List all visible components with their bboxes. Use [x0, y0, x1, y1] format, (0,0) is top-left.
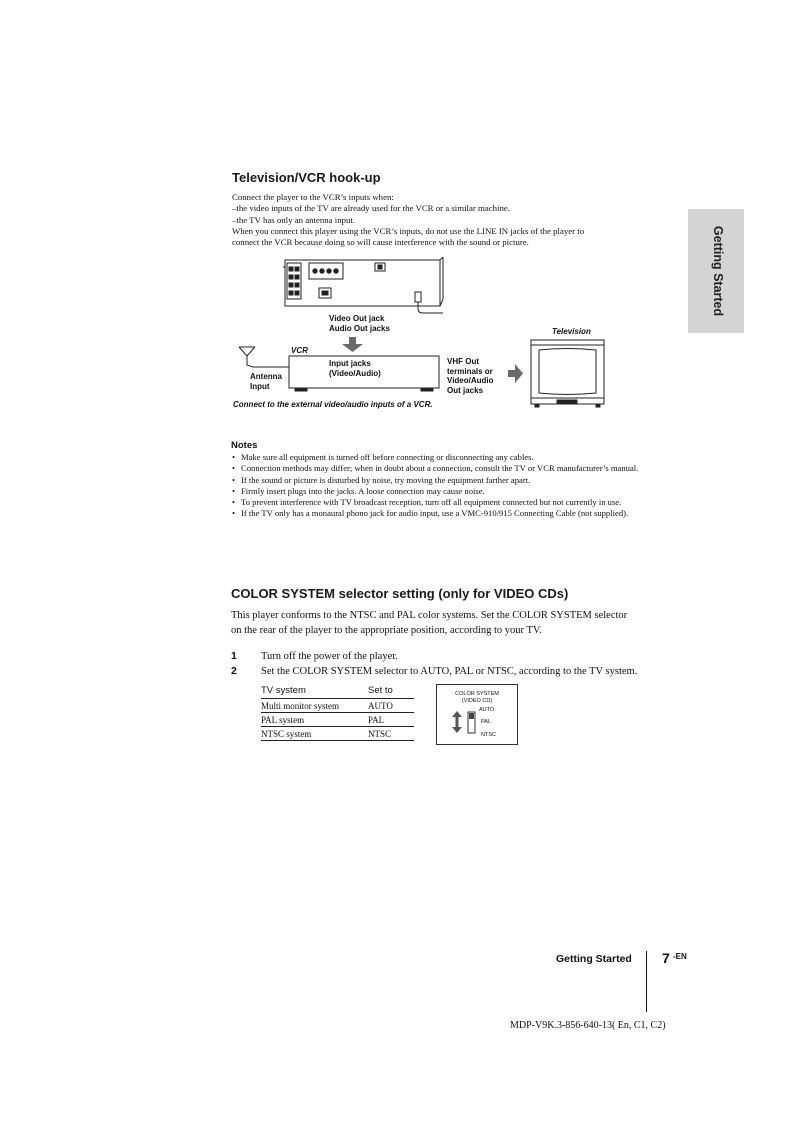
- vcr-label: VCR: [291, 346, 308, 355]
- player-rear-panel: [283, 257, 443, 313]
- right-arrow: [508, 364, 523, 383]
- table-header: Set to: [368, 684, 414, 699]
- table-cell: NTSC system: [261, 727, 368, 741]
- input-jacks-label: Input jacks (Video/Audio): [329, 359, 381, 378]
- step-text: Set the COLOR SYSTEM selector to AUTO, PAL or NTSC, according to the TV system.: [261, 666, 638, 677]
- down-arrow: [342, 337, 363, 352]
- selector-title: COLOR SYSTEM (VIDEO CD): [455, 691, 499, 704]
- list-item: • Firmly insert plugs into the jacks. A loose connection may cause noise.: [231, 486, 677, 497]
- hookup-line: –the TV has only an antenna input.: [232, 214, 356, 225]
- table-cell: NTSC: [368, 727, 414, 741]
- step-number: 2: [231, 665, 237, 677]
- selector-option-auto: AUTO: [479, 707, 495, 713]
- hookup-line: When you connect this player using the VCR’s inputs, do not use the LINE IN jacks of the player to: [232, 225, 585, 236]
- hookup-paragraph: [232, 192, 682, 248]
- hookup-line: –the video inputs of the TV are already used for the VCR or a similar machine.: [232, 203, 511, 214]
- page-suffix: -EN: [673, 952, 687, 961]
- hookup-line: connect the VCR because doing so will cause interference with the sound or picture.: [232, 237, 529, 248]
- color-system-selector-illustration: [436, 684, 518, 745]
- list-item: • If the sound or picture is disturbed by noise, try moving the equipment farther apart.: [231, 475, 677, 486]
- selector-option-pal: PAL: [481, 719, 491, 725]
- list-item: • If the TV only has a monaural phono jack for audio input, use a VMC-910/915 Connecting Cable (not supplied).: [231, 508, 677, 519]
- steps-list: [231, 649, 681, 681]
- document-code: MDP-V9K.3-856-640-13( En, C1, C2): [510, 1020, 666, 1031]
- video-out-label: Video Out jack Audio Out jacks: [329, 314, 390, 333]
- television-label: Television: [552, 327, 591, 336]
- selector-switch-drawing: [437, 685, 517, 744]
- hookup-line: Connect the player to the VCR’s inputs when:: [232, 192, 394, 202]
- vhf-out-label: VHF Out terminals or Video/Audio Out jacks: [447, 357, 494, 395]
- page-number: 7: [662, 950, 670, 966]
- diagram-caption: Connect to the external video/audio inputs of a VCR.: [233, 400, 433, 409]
- up-down-arrow-icon: [452, 711, 462, 733]
- list-item: • Connection methods may differ; when in doubt about a connection, consult the TV or VCR manufacturer’s manual.: [231, 463, 677, 474]
- footer-divider: [646, 951, 647, 1012]
- table-cell: AUTO: [368, 699, 414, 713]
- notes-list: [231, 452, 677, 520]
- color-system-intro: This player conforms to the NTSC and PAL color systems. Set the COLOR SYSTEM selector on the rear of the player to the appropriate position, according to your TV.: [231, 610, 628, 636]
- television-drawing: [531, 340, 604, 407]
- antenna-input-label: Antenna Input: [250, 372, 282, 391]
- color-system-table: [261, 684, 414, 741]
- table-row: [261, 727, 414, 741]
- antenna-symbol: [239, 347, 289, 367]
- hookup-title: Television/VCR hook-up: [232, 170, 381, 185]
- table-header: TV system: [261, 684, 368, 699]
- side-tab-label: Getting Started: [711, 225, 725, 317]
- side-section-tab: [688, 209, 744, 333]
- table-cell: PAL system: [261, 713, 368, 727]
- table-cell: PAL: [368, 713, 414, 727]
- table-row: [261, 713, 414, 727]
- list-item: • To prevent interference with TV broadcast reception, turn off all equipment connected but not currently in use.: [231, 497, 677, 508]
- table-row: [261, 699, 414, 713]
- table-cell: Multi monitor system: [261, 699, 368, 713]
- notes-title: Notes: [231, 440, 258, 451]
- list-item: • Make sure all equipment is turned off before connecting or disconnecting any cables.: [231, 452, 677, 463]
- step-text: Turn off the power of the player.: [261, 651, 398, 662]
- footer-section-label: Getting Started: [556, 953, 632, 965]
- step-number: 1: [231, 650, 237, 662]
- color-system-title: COLOR SYSTEM selector setting (only for VIDEO CDs): [231, 586, 569, 601]
- selector-option-ntsc: NTSC: [481, 732, 496, 738]
